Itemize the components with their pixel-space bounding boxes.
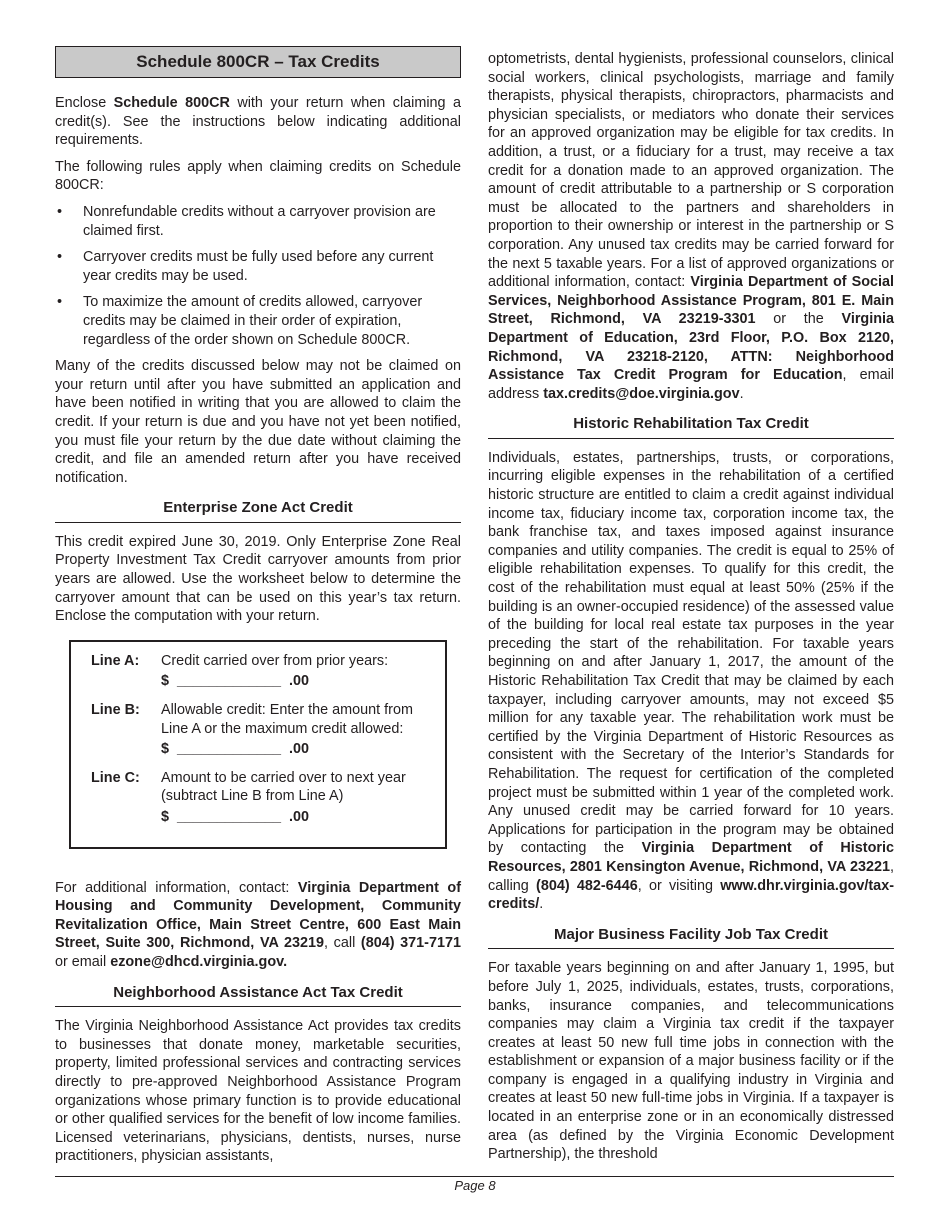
left-column — [55, 46, 461, 1174]
historic-rehabilitation-heading: Historic Rehabilitation Tax Credit — [488, 415, 894, 439]
enterprise-zone-heading: Enterprise Zone Act Credit — [55, 499, 461, 523]
worksheet-line — [91, 652, 425, 671]
list-item: • Nonrefundable credits without a carryover provision are claimed first. — [55, 203, 461, 240]
bold-text: Virginia Department of Housing and Community Development, Community Revitalization Office, Main Street Centre, 600 East Main Street, Suite 300, Richmond, VA 23219 — [55, 879, 461, 952]
bold-text: www.dhr.virginia.gov/tax-credits/ — [488, 877, 894, 913]
text: , call — [324, 935, 361, 952]
list-item: • Carryover credits must be fully used before any current year credits may be used. — [55, 248, 461, 285]
worksheet-line-text: Credit carried over from prior years: — [161, 652, 389, 669]
text: . — [539, 896, 544, 913]
notification-text — [55, 357, 461, 487]
right-column — [488, 50, 894, 1172]
bold-text: Schedule 800CR — [113, 95, 230, 111]
text: or the — [755, 311, 842, 328]
worksheet-line-label: Line A: — [91, 652, 140, 669]
enterprise-contact-text — [55, 879, 461, 972]
historic-rehabilitation-text — [488, 449, 894, 914]
paragraph — [55, 1017, 461, 1166]
bold-text: ezone@dhcd.virginia.gov. — [110, 953, 288, 970]
paragraph — [55, 158, 461, 195]
worksheet-line — [91, 769, 425, 806]
neighborhood-assistance-heading: Neighborhood Assistance Act Tax Credit — [55, 984, 461, 1008]
text: optometrists, dental hygienists, professional counselors, clinical social workers, clinical psychologists, marriage and family therapists, physical therapists, chiropractors, pharmacists and physician specialists, or mediators who donate their services for an approved organization may be eligible for tax credits. In addition, a trust, or a fiduciary for a trust, may receive a tax credit for a donation made to an approved organization. The amount of credit attributable to a partnership or S corporation must be allocated to the partners and shareholders in proportion to their ownership or interest in the partnership or S corporation. Any unused tax credits may be carried forward for the next 5 taxable years. For a list of approved organizations or additional information, contact: — [488, 51, 894, 291]
page-title: Schedule 800CR – Tax Credits — [55, 46, 461, 78]
text: Individuals, estates, partnerships, trusts, or corporations, incurring eligible expenses in the rehabilitation of a certified historic structure are entitled to claim a credit against individual income tax, fiduciary income tax, corporation income tax, the bank franchise tax, and taxes imposed against insurance companies and utility companies. The credit is equal to 25% of eligible rehabilitation expenses. To qualify for this credit, the cost of the rehabilitation must equal at least 50% (25% if the building is an owner-occupied residence) of the assessed value of the building for local real estate tax purposes in the year preceding the start of the rehabilitation. For taxable years beginning on and after January 1, 2017, the amount of the Historic Rehabilitation Tax Credit that may be claimed by each taxpayer, including carryover amounts, may not exceed $5 million for any taxable year. The rehabilitation work must be certified by the Virginia Department of Historic Resources as consistent with the Secretary of the Interior’s Standards for Rehabilitation. The request for certification of the completed project must be submitted within 1 year of the completed work. Any unused credit may be carried forward for 10 years. Applications for participation in the program may be obtained by contacting the — [488, 449, 894, 857]
neighborhood-assistance-text-continued — [488, 50, 894, 403]
text: with your return when claiming a credit(s). See the instructions below indicating additional requirements. — [55, 95, 461, 149]
worksheet-line-label: Line B: — [91, 702, 140, 719]
bold-text: Virginia Department of Historic Resources, 2801 Kensington Avenue, Richmond, VA 23221 — [488, 840, 894, 875]
text: Enclose — [55, 95, 114, 111]
worksheet-line-label: Line C: — [91, 769, 140, 786]
paragraph — [55, 533, 461, 626]
bold-text: (804) 371-7171 — [360, 935, 461, 952]
text: or email — [55, 953, 111, 970]
text: . — [739, 385, 744, 402]
bold-text: Virginia Department of Education, 23rd Floor, P.O. Box 2120, Richmond, VA 23218-2120, ATTN: Neighborhood Assistance Tax Credit Program for Education — [488, 311, 895, 384]
worksheet-amount-field[interactable]: $ _____________ .00 — [161, 673, 310, 690]
paragraph — [488, 959, 894, 1164]
paragraph — [55, 879, 461, 972]
paragraph — [488, 50, 894, 403]
text: Many of the credits discussed below may not be claimed on your return until after you have submitted an application and have been notified in writing that you are allowed to claim the credit. If your return is due and you have not yet been notified, you must file your return by the due date without claiming the credit, and file an amended return after you have received notification. — [55, 358, 461, 486]
bold-text: Virginia Department of Social Services, Neighborhood Assistance Program, 801 E. Main Street, Richmond, VA 23219-3301 — [488, 274, 895, 328]
carryover-worksheet — [69, 640, 447, 849]
text: For taxable years beginning on and after January 1, 1995, but before July 1, 2025, individuals, estates, trusts, corporations, banks, insurance companies, and telecommunications companies may claim a Virginia tax credit if the taxpayer creates at least 50 new full time jobs in connection with the establishment or expansion of a major business facility or if the company is engaged in a qualifying industry in Virginia and creates at least 50 new full-time jobs in Virginia. If a taxpayer is located in an enterprise zone or in an economically distressed area (as defined by the Virginia Economic Development Partnership), the threshold — [488, 960, 894, 1163]
bold-text: tax.credits@doe.virginia.gov — [543, 385, 740, 402]
text: , or visiting — [637, 877, 721, 894]
paragraph — [55, 94, 461, 150]
page-number: Page 8 — [454, 1178, 496, 1193]
major-business-facility-heading: Major Business Facility Job Tax Credit — [488, 926, 894, 950]
intro-text — [55, 94, 461, 195]
paragraph — [55, 357, 461, 487]
text: , calling — [488, 858, 894, 894]
text: This credit expired June 30, 2019. Only Enterprise Zone Real Property Investment Tax Credit carryover amounts from prior years are allowed. Use the worksheet below to determine the carryover amount that can be used on this year’s tax return. Enclose the computation with your return. — [55, 533, 461, 625]
text: The following rules apply when claiming credits on Schedule 800CR: — [55, 158, 461, 194]
worksheet-line-text: Allowable credit: Enter the amount from Line A or the maximum credit allowed: — [161, 702, 413, 737]
worksheet-amount-field[interactable]: $ _____________ .00 — [161, 809, 310, 825]
worksheet-line — [91, 701, 425, 738]
text: For additional information, contact: — [55, 879, 298, 896]
bold-text: (804) 482-6446 — [536, 877, 638, 894]
worksheet-line-text: Amount to be carried over to next year (subtract Line B from Line A) — [161, 769, 406, 805]
paragraph — [488, 449, 894, 914]
rules-list — [55, 203, 461, 349]
list-item: • To maximize the amount of credits allowed, carryover credits may be claimed in their order of expiration, regardless of the order shown on Schedule 800CR. — [55, 293, 461, 349]
worksheet-amount-field[interactable]: $ _____________ .00 — [161, 741, 310, 758]
enterprise-zone-text — [55, 533, 461, 626]
text: , email address — [488, 367, 894, 402]
major-business-facility-text — [488, 959, 894, 1164]
text: The Virginia Neighborhood Assistance Act provides tax credits to businesses that donate money, marketable securities, property, limited professional services and contracting services directly to pre-approved Neighborhood Assistance Program organizations whose primary function is to provide educational or other qualified services for the benefit of low income families. Licensed veterinarians, physicians, dentists, nurses, nurse practitioners, physician assistants, — [55, 1018, 461, 1165]
neighborhood-assistance-text — [55, 1017, 461, 1166]
